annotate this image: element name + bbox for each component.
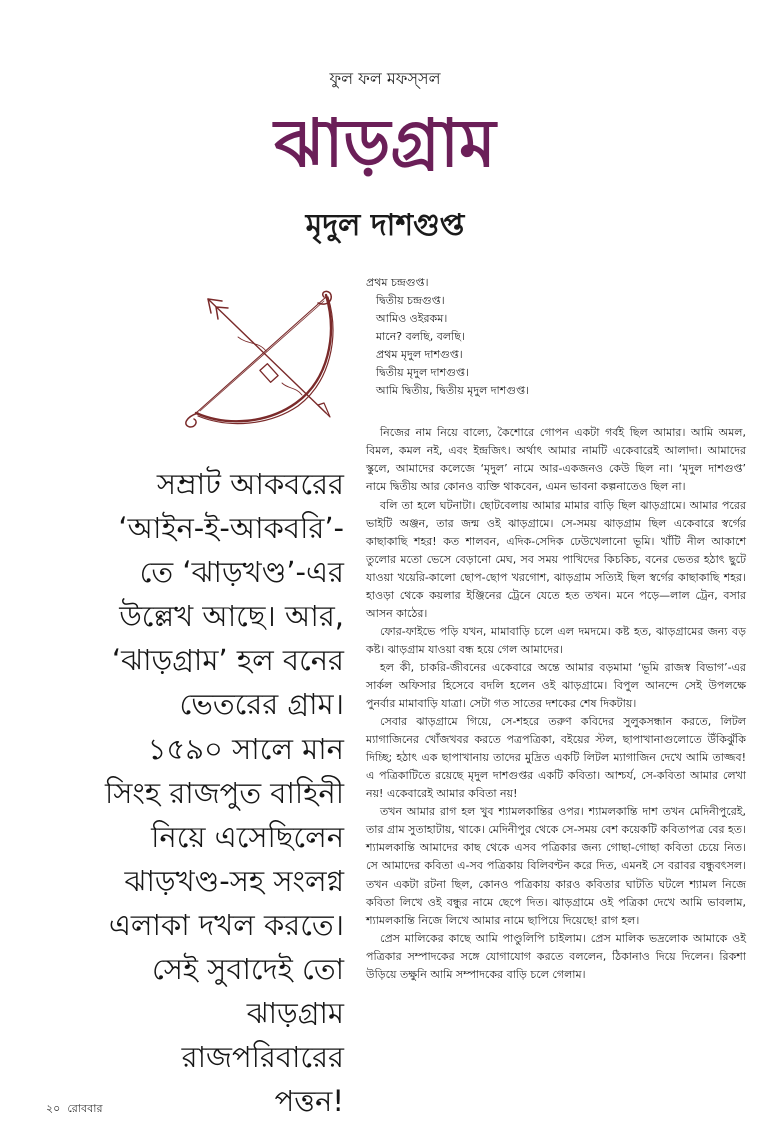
poem-line: দ্বিতীয় মৃদুল দাশগুপ্ত।: [376, 366, 469, 380]
poem-line: মানে? বলছি, বলছি।: [376, 330, 465, 344]
poem-line: প্রথম চন্দ্রগুপ্ত।: [366, 276, 429, 289]
article-paragraph: ফোর-ফাইভে পড়ি যখন, মামাবাড়ি চলে এল দমদমে। কষ্ট হত, ঝাড়গ্রামের জন্য বড় কষ্ট। ঝাড়গ্রাম যাওয়া বন্ধ হয়ে গেল আমাদের।: [366, 624, 746, 656]
article-paragraph: সেবার ঝাড়গ্রামে গিয়ে, সে-শহরে তরুণ কবিদের সুলুকসন্ধান করতে, লিটল ম্যাগাজিনের খোঁজখবর করতে পত্রপত্রিকা, বইয়ের স্টল, ছাপাখানাগুলোতে উঁকিঝুঁকি দিচ্ছি; হঠাৎ এক ছাপাখানায় তাদের মুদ্রিত একটি লিটল ম্যাগাজিন দেখে আমি তাজ্জব! এ পত্রিকাটিতে রয়েছে মৃদুল দাশগুপ্তর একটি কবিতা। আশ্চর্য, সে-কবিতা আমার লেখা নয়! একেবারেই আমার কবিতা নয়!: [366, 715, 746, 801]
pull-quote: [62, 462, 344, 1123]
section-label: ফুল ফল মফস্‌সল: [329, 69, 441, 88]
pull-quote-line: সেই সুবাদেই তো: [151, 952, 344, 987]
pull-quote-line: তে ‘ঝাড়খণ্ড’-এর: [139, 555, 344, 590]
poem-line: আমিও ওইরকম।: [376, 312, 448, 326]
poem: [366, 274, 746, 400]
pull-quote-line: এলাকা দখল করতে।: [108, 907, 344, 942]
pull-quote-line: উল্লেখ আছে। আর,: [119, 599, 344, 634]
bow-and-arrow-icon: [178, 285, 348, 430]
magazine-name: রোববার: [67, 1102, 103, 1115]
pull-quote-line: ভেতরের গ্রাম।: [179, 687, 344, 722]
pull-quote-line: ১৫৯০ সালে মান: [147, 731, 344, 766]
page-number: ২০: [46, 1102, 61, 1115]
poem-line: প্রথম মৃদুল দাশগুপ্ত।: [376, 348, 463, 362]
poem-line: আমি দ্বিতীয়, দ্বিতীয় মৃদুল দাশগুপ্ত।: [376, 384, 529, 398]
pull-quote-line: ‘ঝাড়গ্রাম’ হল বনের: [111, 643, 344, 678]
article-paragraph: প্রেস মালিকের কাছে আমি পাণ্ডুলিপি চাইলাম। প্রেস মালিক ভদ্রলোক আমাকে ওই পত্রিকার সম্পাদকের সঙ্গে যোগাযোগ করতে বললেন, ঠিকানাও দিয়ে দিলেন। রিকশা উড়িয়ে তক্ষুনি আমি সম্পাদকের বাড়ি চলে গেলাম।: [366, 931, 746, 981]
article-body: [366, 274, 746, 984]
article-paragraph: তখন আমার রাগ হল খুব শ্যামলকান্তির ওপর। শ্যামলকান্তি দাশ তখন মেদিনীপুরেই, তার গ্রাম সুতাহাটায়, থাকে। মেদিনীপুর থেকে সে-সময় বেশ কয়েকটি কবিতাপত্র বের হত। শ্যামলকান্তি আমাদের কাছ থেকে এসব পত্রিকার জন্য গোছা-গোছা কবিতা চেয়ে নিত। সে আমাদের কবিতা এ-সব পত্রিকায় বিলিবণ্টন করে দিত, এমনই সে বরাবর বন্ধুবৎসল। তখন একটা রটনা ছিল, কোনও পত্রিকায় কারও কবিতার ঘাটতি ঘটলে শ্যামল নিজে কবিতা লিখে ওই বন্ধুর নামে ছেপে দিত। ঝাড়গ্রামে ওই পত্রিকা দেখে আমি ভাবলাম, শ্যামলকান্তি নিজে লিখে আমার নামে ছাপিয়ে দিয়েছে! রাগ হল।: [366, 805, 746, 927]
pull-quote-line: রাজপরিবারের: [181, 1040, 344, 1075]
article-paragraph: নিজের নাম নিয়ে বাল্যে, কৈশোরে গোপন একটা গর্বই ছিল আমার। আমি অমল, বিমল, কমল নই, এবং ইন্দ্রজিৎ। অর্থাৎ আমার নামটি একেবারেই আলাদা। আমাদের স্কুলে, আমাদের কলেজে ‘মৃদুল’ নামে আর-একজনও কেউ ছিল না। ‘মৃদুল দাশগুপ্ত’ নামে দ্বিতীয় আর কোনও ব্যক্তি থাকবেন, এমন ভাবনা কল্পনাতেও ছিল না।: [366, 426, 746, 494]
page-title: ঝাড়গ্রাম: [274, 105, 496, 182]
page-footer: [46, 1100, 103, 1119]
article-paragraph: হল কী, চাকরি-জীবনের একেবারে অন্তে আমার বড়মামা ‘ভূমি রাজস্ব বিভাগ’-এর সার্কল অফিসার হিসেবে বদলি হলেন ওই ঝাড়গ্রামে। বিপুল আনন্দে সেই উপলক্ষে পুনর্বার মামাবাড়ি যাত্রা। সেটা গত সাতের দশকের শেষ দিকটায়।: [366, 660, 746, 711]
poem-line: দ্বিতীয় চন্দ্রগুপ্ত।: [376, 294, 445, 308]
pull-quote-line: ‘আইন-ই-আকবরি’-: [118, 511, 344, 546]
pull-quote-line: ঝাড়গ্রাম: [246, 996, 344, 1031]
pull-quote-line: সম্রাট আকবরের: [156, 467, 344, 501]
pull-quote-line: নিয়ে এসেছিলেন: [151, 819, 344, 854]
article-paragraph: বলি তা হলে ঘটনাটা। ছোটবেলায় আমার মামার বাড়ি ছিল ঝাড়গ্রামে। আমার পরের ভাইটি অঞ্জন, তার জন্ম ওই ঝাড়গ্রামে। সে-সময় ঝাড়গ্রাম ছিল একেবারে স্বর্গের কাছাকাছি শহর! কত শালবন, এদিক-সেদিক ঢেউখেলানো ভূমি। খাঁটি নীল আকাশে তুলোর মতো ভেসে বেড়ানো মেঘ, সব সময় পাখিদের কিচকিচ, বনের ভেতর হঠাৎ ছুটে যাওয়া খয়েরি-কালো ছোপ-ছোপ খরগোশ, ঝাড়গ্রাম সত্যিই ছিল স্বর্গের কাছাকাছি শহর। হাওড়া থেকে কয়লার ইঞ্জিনের ট্রেনে যেতে হত তখন। মনে পড়ে—লাল ট্রেন, বসার আসন কাঠের।: [366, 498, 746, 620]
author-name: মৃদুল দাশগুপ্ত: [305, 208, 465, 243]
pull-quote-line: পত্তন!: [274, 1084, 344, 1119]
pull-quote-line: ঝাড়খণ্ড-সহ সংলগ্ন: [124, 863, 344, 898]
pull-quote-line: সিংহ রাজপুত বাহিনী: [104, 775, 344, 810]
